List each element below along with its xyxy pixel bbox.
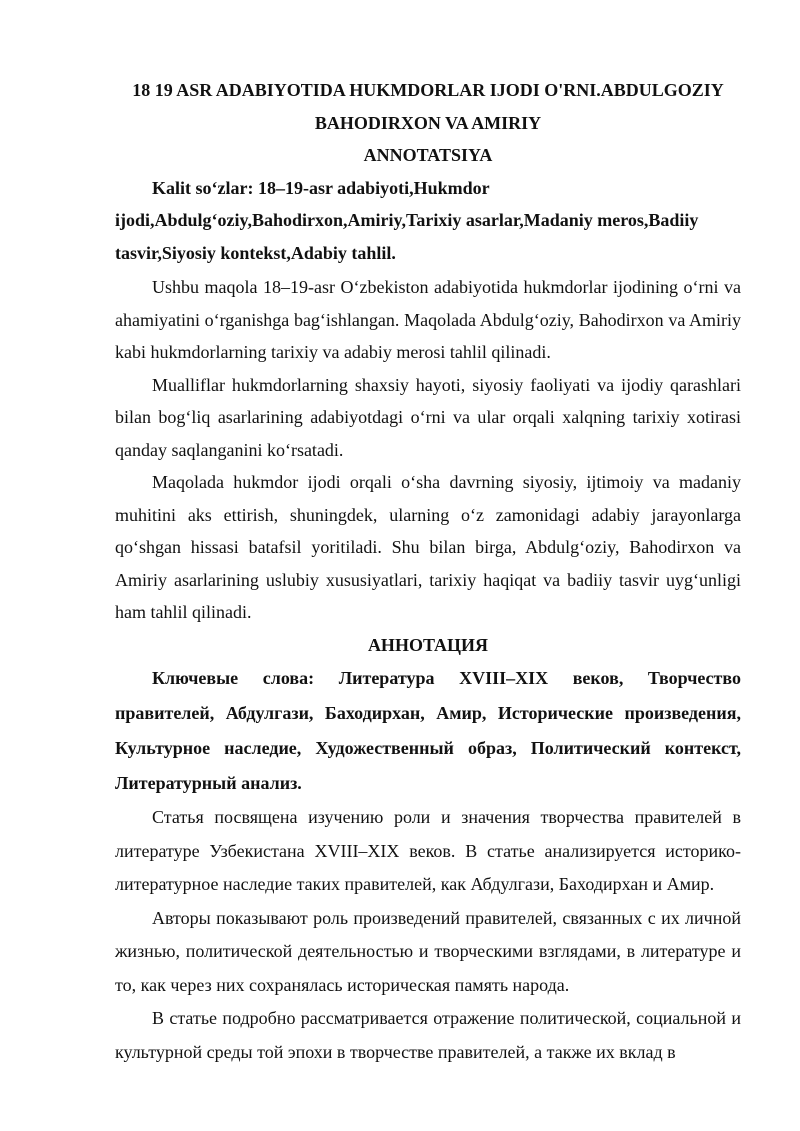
russian-paragraph-2: Авторы показывают роль произведений правителей, связанных с их личной жизнью, политической деятельностью и творческими взглядами, в литературе и то, как через них сохранялась историческая память народа. (115, 907, 741, 995)
russian-keywords: Ключевые слова: Литература XVIII–XIX веков, Творчество правителей, Абдулгази, Баходирхан, Амир, Исторические произведения, Культурное наследие, Художественный образ, Политический контекст, Литературный анализ. (115, 668, 741, 793)
article-title-line-2: BAHODIRXON VA AMIRIY (314, 112, 542, 133)
uzbek-keywords-line-1: Kalit so‘zlar: 18–19-asr adabiyoti,Hukmdor (152, 177, 490, 198)
uzbek-paragraph-2: Mualliflar hukmdorlarning shaxsiy hayoti, siyosiy faoliyati va ijodiy qarashlari bilan bog‘liq asarlarining adabiyotdagi o‘rni va ular orqali xalqning tarixiy xotirasi qanday saqlanganini ko‘rsatadi. (115, 374, 741, 460)
russian-abstract-heading: АННОТАЦИЯ (367, 634, 489, 655)
uzbek-paragraph-1: Ushbu maqola 18–19-asr O‘zbekiston adabiyotida hukmdorlar ijodining o‘rni va ahamiyatini o‘rganishga bag‘ishlangan. Maqolada Abdulg‘oziy, Bahodirxon va Amiriy kabi hukmdorlarning tarixiy va adabiy merosi tahlil qilinadi. (115, 277, 741, 362)
article-title-line-1: 18 19 ASR ADABIYOTIDA HUKMDORLAR IJODI O'RNI.ABDULGOZIY (132, 80, 724, 100)
uzbek-keywords (115, 172, 741, 270)
uzbek-paragraph-3: Maqolada hukmdor ijodi orqali o‘sha davrning siyosiy, ijtimoiy va madaniy muhitini aks ettirish, shuningdek, ularning o‘z zamonidagi adabiy jarayonlarga qo‘shgan hissasi batafsil yoritiladi. Shu bilan birga, Abdulg‘oziy, Bahodirxon va Amiriy asarlarining uslubiy xususiyatlari, tarixiy haqiqat va badiiy tasvir uyg‘unligi ham tahlil qilinadi. (115, 472, 741, 622)
russian-paragraph-3: В статье подробно рассматривается отражение политической, социальной и культурной среды той эпохи в творчестве правителей, а также их вклад в (115, 1008, 741, 1062)
russian-paragraph-1: Статья посвящена изучению роли и значения творчества правителей в литературе Узбекистана XVIII–XIX веков. В статье анализируется историко-литературное наследие таких правителей, как Абдулгази, Баходирхан и Амир. (115, 807, 741, 894)
uzbek-keywords-rest: ijodi,Abdulg‘oziy,Bahodirxon,Amiriy,Tarixiy asarlar,Madaniy meros,Badiiy tasvir,Siyosiy kontekst,Adabiy tahlil. (115, 210, 699, 263)
uzbek-abstract-heading: ANNOTATSIYA (363, 145, 493, 165)
document-page (115, 74, 741, 1069)
